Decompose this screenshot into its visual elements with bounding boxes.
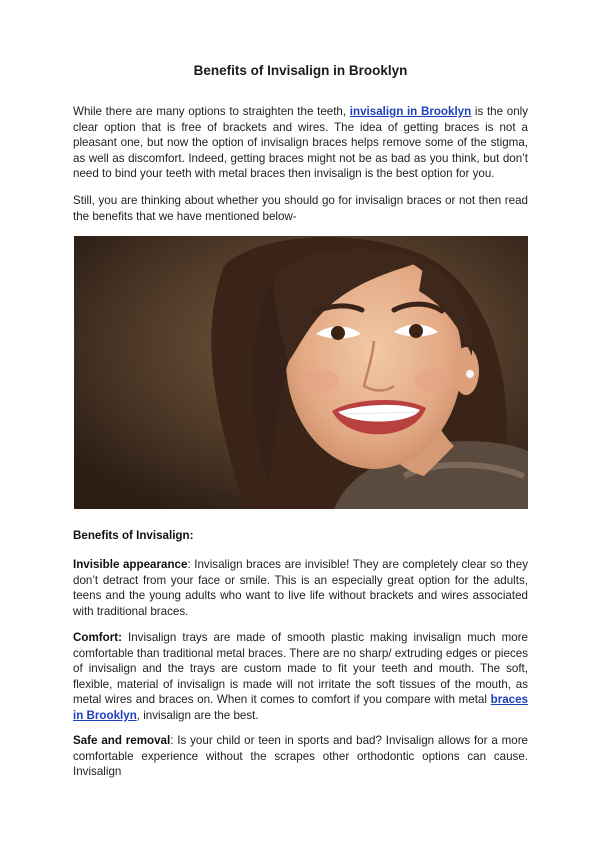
invisible-appearance-text: : Invisalign braces are invisible! They are completely clear so they don’t detract from your face or smile. This is an especially great option for the adults, teens and the young adults who want to live life without brackets and wires associated with traditional braces. bbox=[73, 558, 528, 618]
intro-paragraph bbox=[73, 104, 528, 182]
intro-text-end: is the only clear option that is free of brackets and wires. The idea of getting braces is not a pleasant one, but now the option of invisalign braces helps remove some of the stigma, as well as discomfort. Indeed, getting braces might not be as bad as you think, but don’t need to bind your teeth with metal braces then invisalign is the best option for you. bbox=[73, 105, 529, 181]
page-title: Benefits of Invisalign in Brooklyn bbox=[193, 63, 408, 78]
safe-removal-text: : Is your child or teen in sports and bad? Invisalign allows for a more comfortable experience without the scrapes other orthodontic options can cause. Invisalign bbox=[73, 734, 529, 779]
intro-text-start: While there are many options to straighten the teeth, bbox=[73, 105, 350, 118]
comfort-text: Invisalign trays are made of smooth plastic making invisalign much more comfortable than traditional metal braces. There are no sharp/ extruding edges or pieces of invisalign and the trays are custom made to fit your teeth and mouth. The soft, flexible, material of invisalign is made will not irritate the soft tissues of the mouth, as metal wires and braces on. When it comes to comfort if you compare with metal bbox=[73, 631, 528, 707]
benefits-heading bbox=[73, 528, 528, 544]
invisible-appearance-label: Invisible appearance bbox=[73, 558, 188, 571]
comfort-label: Comfort: bbox=[73, 631, 122, 644]
lead-paragraph: Still, you are thinking about whether you should go for invisalign braces or not then read the benefits that we have mentioned below- bbox=[73, 194, 528, 223]
comfort-text-end: , invisalign are the best. bbox=[136, 708, 259, 722]
safe-removal-paragraph bbox=[73, 733, 528, 780]
smiling-woman-photo bbox=[74, 236, 528, 509]
benefits-heading-text: Benefits of Invisalign: bbox=[73, 529, 194, 542]
braces-brooklyn-link[interactable]: braces in Brooklyn bbox=[73, 693, 528, 722]
invisible-appearance-paragraph bbox=[73, 557, 528, 619]
photo-illustration bbox=[74, 236, 528, 509]
comfort-paragraph bbox=[73, 630, 528, 724]
safe-removal-label: Safe and removal bbox=[73, 734, 171, 747]
invisalign-brooklyn-link[interactable]: invisalign in Brooklyn bbox=[349, 105, 472, 118]
